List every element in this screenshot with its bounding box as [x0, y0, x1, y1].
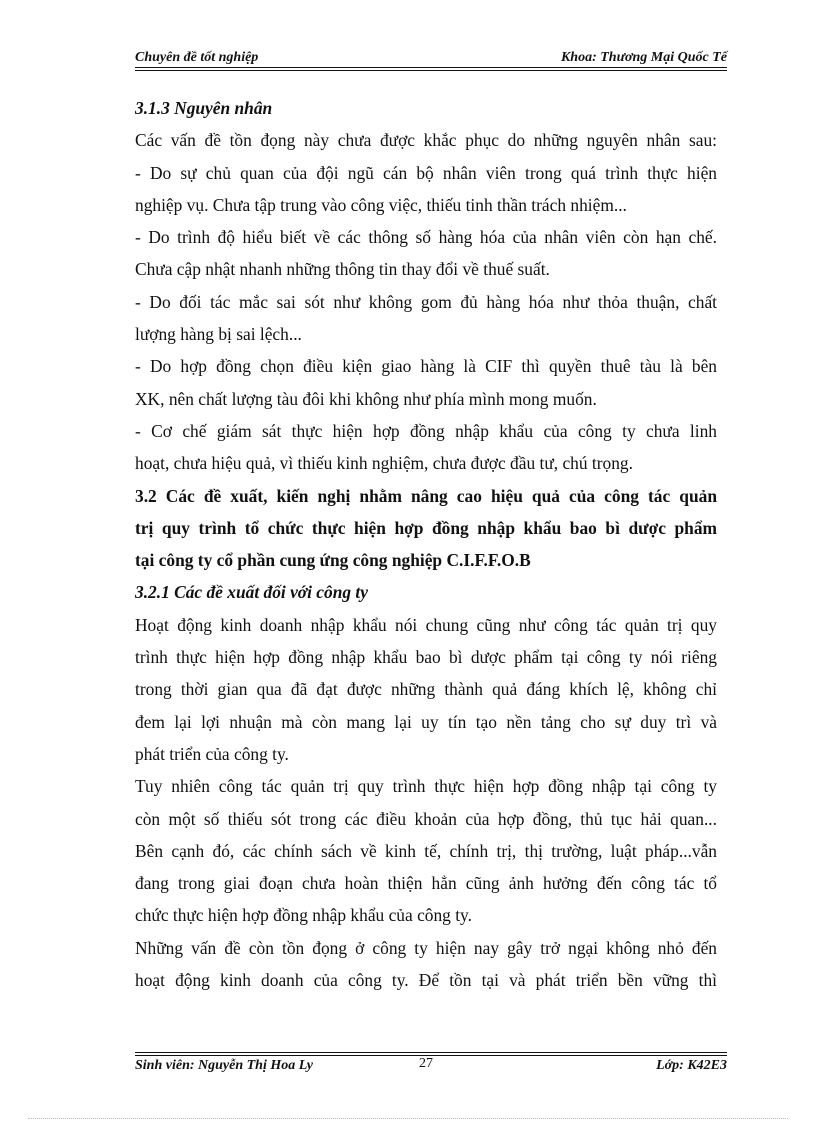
- text-line: Các vấn đề tồn đọng này chưa được khắc phục do những nguyên nhân sau:: [135, 130, 717, 151]
- heading-line: 3.1.3 Nguyên nhân: [135, 98, 273, 118]
- text-line: XK, nên chất lượng tàu đôi khi không như phía mình mong muốn.: [135, 388, 597, 409]
- header-rule: [135, 67, 727, 68]
- text-line: - Do đối tác mắc sai sót như không gom đủ hàng hóa như thỏa thuận, chất: [135, 291, 717, 312]
- text-line: - Cơ chế giám sát thực hiện hợp đồng nhập khẩu của công ty chưa linh: [135, 420, 717, 441]
- text-line: - Do sự chủ quan của đội ngũ cán bộ nhân viên trong quá trình thực hiện: [135, 162, 717, 183]
- header-faculty: Khoa: Thương Mại Quốc Tế: [560, 50, 727, 65]
- text-line: Chưa cập nhật nhanh những thông tin thay đổi về thuế suất.: [135, 259, 550, 280]
- text-line: đem lại lợi nhuận mà còn mang lại uy tín tạo nền tảng cho sự duy trì và: [135, 711, 717, 732]
- header-rule-thin: [135, 70, 727, 71]
- page-number: 27: [419, 1056, 433, 1071]
- text-line: đang trong giai đoạn chưa hoàn thiện hẳn cũng ảnh hưởng đến công tác tổ: [135, 873, 717, 894]
- text-line: - Do trình độ hiểu biết về các thông số hàng hóa của nhân viên còn hạn chế.: [135, 227, 717, 248]
- text-line: hoạt động kinh doanh của công ty. Để tồn tại và phát triển bền vững thì: [135, 970, 717, 991]
- text-line: Tuy nhiên công tác quản trị quy trình thực hiện hợp đồng nhập tại công ty: [135, 776, 717, 797]
- heading-line: tại công ty cổ phần cung ứng công nghiệp C.I.F.F.O.B: [135, 550, 531, 571]
- text-line: phát triển của công ty.: [135, 743, 289, 764]
- header-title: Chuyên đề tốt nghiệp: [135, 50, 259, 65]
- page-edge-divider: [28, 1118, 788, 1119]
- text-line: Hoạt động kinh doanh nhập khẩu nói chung cũng như công tác quản trị quy: [135, 614, 717, 635]
- text-line: chức thực hiện hợp đồng nhập khẩu của công ty.: [135, 905, 472, 926]
- footer-rule-thin: [135, 1052, 727, 1053]
- document-body: [135, 92, 717, 996]
- text-line: Những vấn đề còn tồn đọng ở công ty hiện nay gây trở ngại không nhỏ đến: [135, 937, 717, 958]
- heading-line: 3.2 Các đề xuất, kiến nghị nhằm nâng cao hiệu quả của công tác quản: [135, 485, 717, 506]
- footer-student: Sinh viên: Nguyễn Thị Hoa Ly: [135, 1058, 313, 1073]
- text-line: trình thực hiện hợp đồng nhập khẩu bao bì dược phẩm tại công ty nói riêng: [135, 647, 717, 668]
- heading-line: 3.2.1 Các đề xuất đối với công ty: [135, 582, 368, 603]
- page-header: [135, 48, 727, 68]
- text-line: nghiệp vụ. Chưa tập trung vào công việc, thiếu tinh thần trách nhiệm...: [135, 194, 627, 215]
- text-line: hoạt, chưa hiệu quả, vì thiếu kinh nghiệm, chưa được đầu tư, chú trọng.: [135, 453, 633, 474]
- page-footer: [135, 1056, 727, 1076]
- text-line: trong thời gian qua đã đạt được những thành quả đáng khích lệ, không chỉ: [135, 679, 717, 700]
- text-line: Bên cạnh đó, các chính sách về kinh tế, chính trị, thị trường, luật pháp...vẫn: [135, 840, 717, 861]
- text-line: - Do hợp đồng chọn điều kiện giao hàng là CIF thì quyền thuê tàu là bên: [135, 356, 717, 377]
- text-line: còn một số thiếu sót trong các điều khoản của hợp đồng, thủ tục hải quan...: [135, 808, 717, 829]
- text-line: lượng hàng bị sai lệch...: [135, 324, 302, 345]
- footer-class: Lớp: K42E3: [656, 1058, 727, 1073]
- heading-line: trị quy trình tổ chức thực hiện hợp đồng nhập khẩu bao bì dược phẩm: [135, 517, 717, 538]
